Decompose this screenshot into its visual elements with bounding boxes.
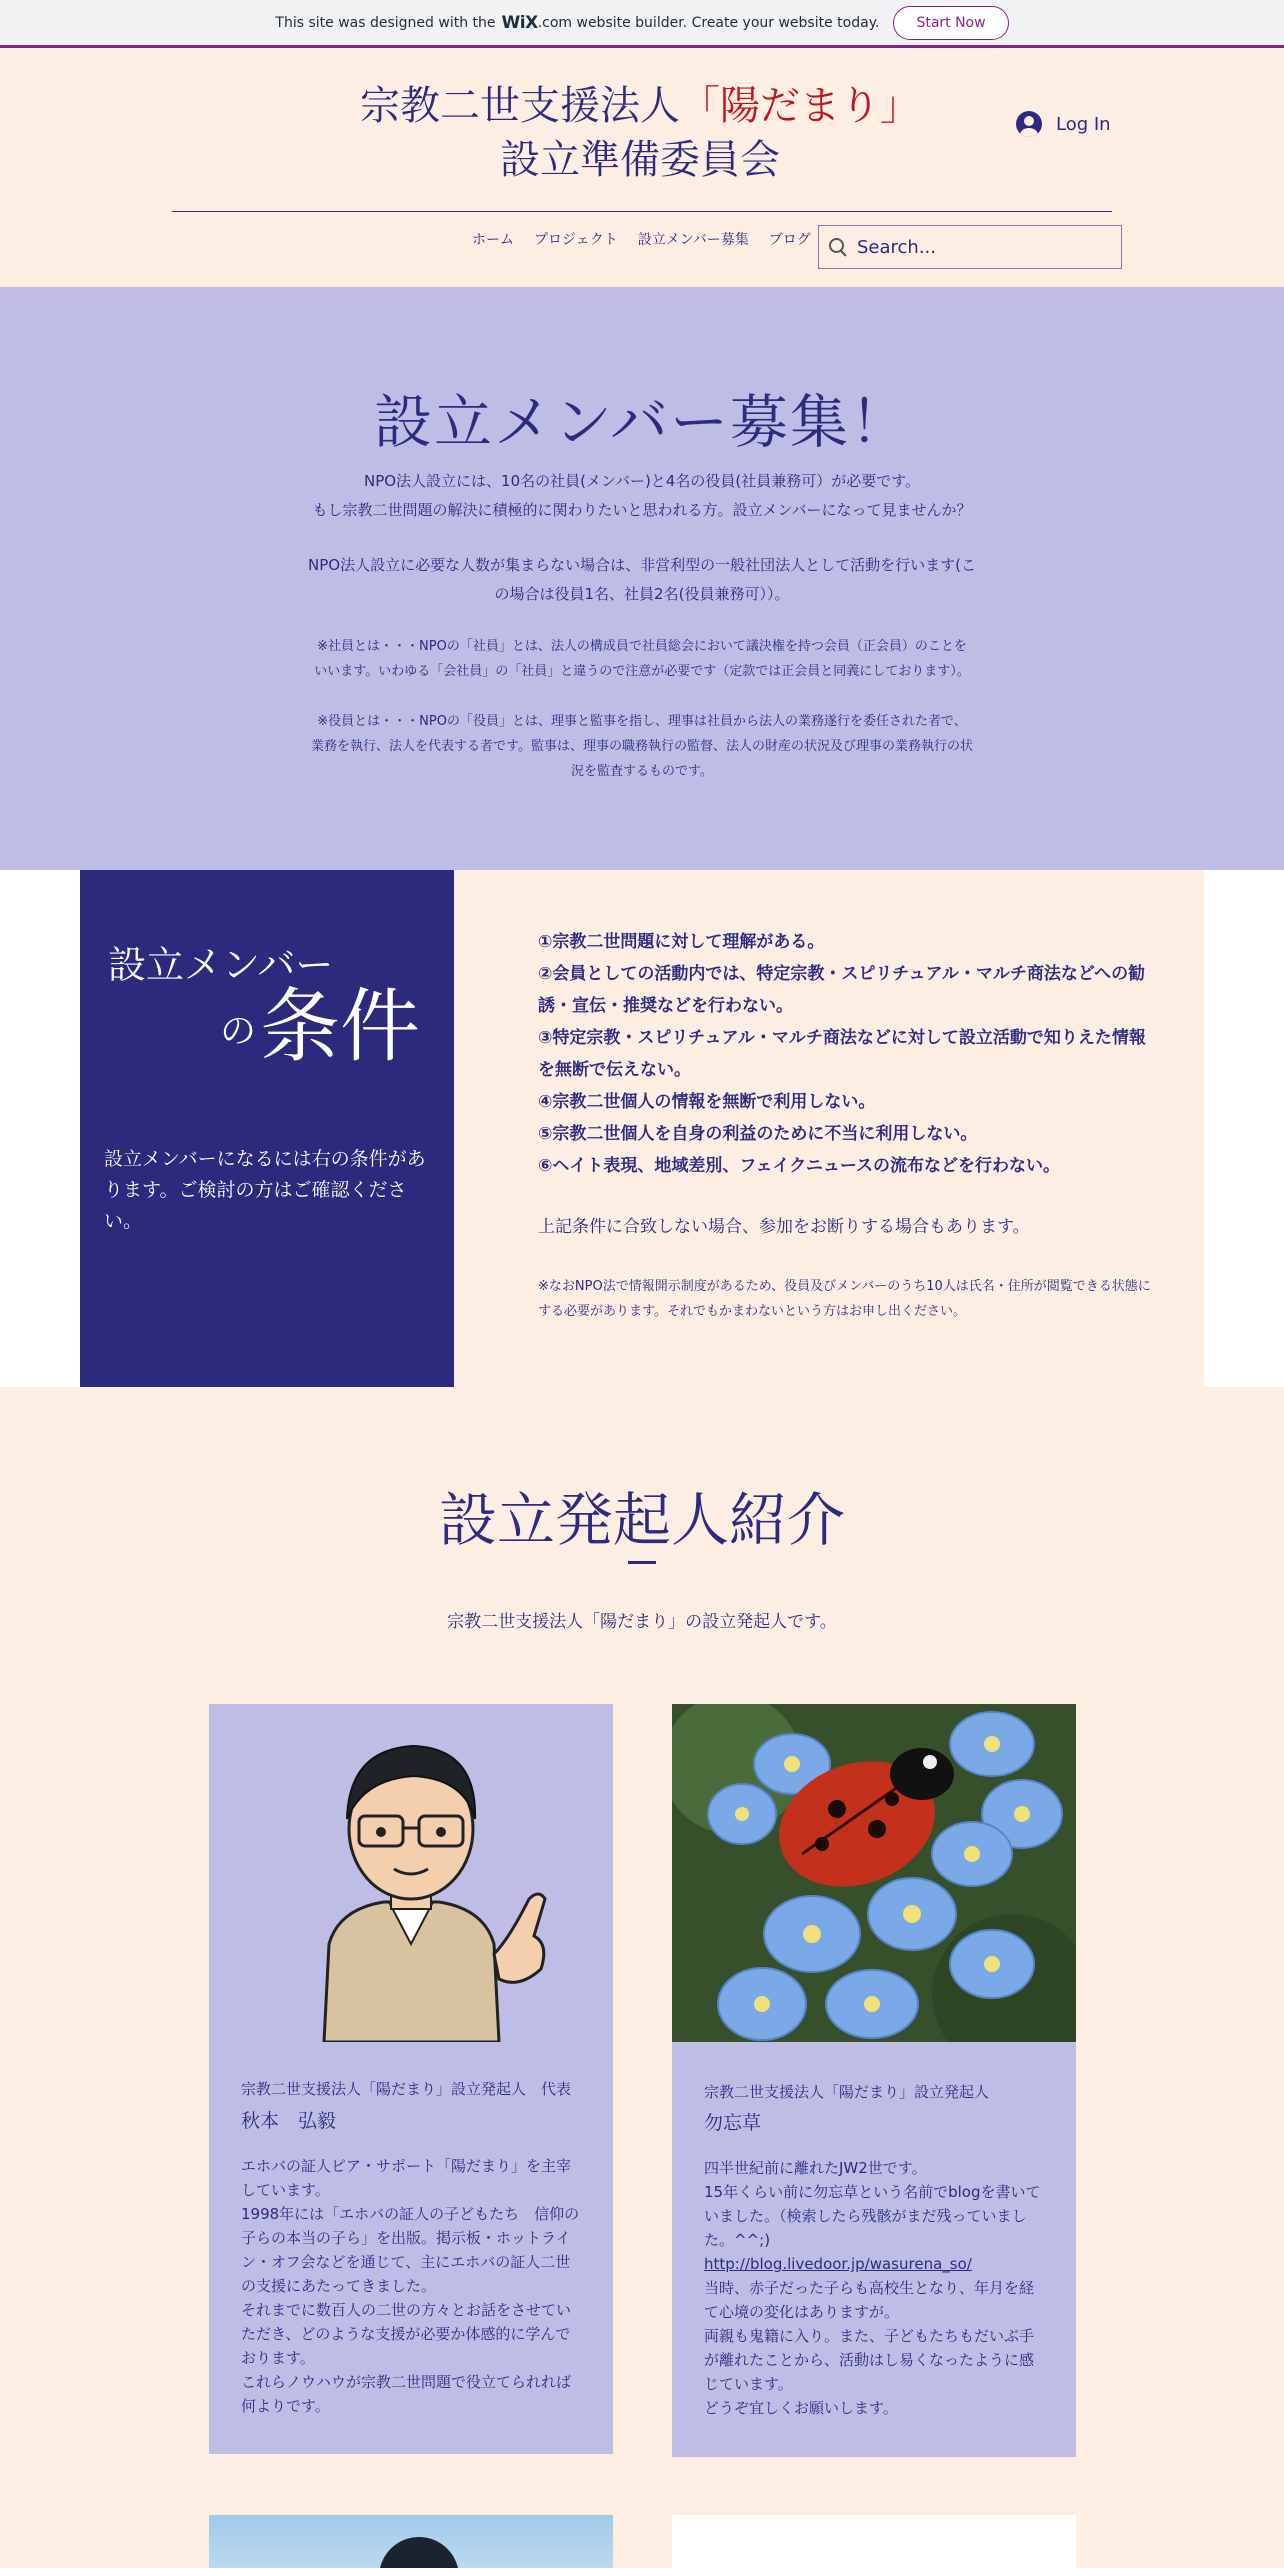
- login-label: Log In: [1056, 113, 1111, 135]
- recruit-section: [0, 287, 1284, 870]
- main-nav: [472, 229, 811, 249]
- search-input[interactable]: [857, 237, 1097, 258]
- founder-card-partial: [672, 2515, 1076, 2568]
- wix-banner-text-after: .com website builder. Create your website today.: [537, 14, 880, 31]
- bio-paragraph: それまでに数百人の二世の方々とお話をさせていただき、どのような支援が必要か体感的に学んでおります。: [241, 2301, 572, 2367]
- founder-card-partial: [209, 2515, 613, 2568]
- founder-name: 勿忘草: [704, 2112, 762, 2134]
- start-now-button[interactable]: Start Now: [893, 6, 1008, 40]
- condition-item: ②会員としての活動内では、特定宗教・スピリチュアル・マルチ商法などへの勧誘・宣伝・推奨などを行わない。: [538, 964, 1146, 1016]
- conditions-title-panel: [80, 870, 454, 1387]
- site-title[interactable]: [300, 79, 980, 187]
- bio-paragraph: 15年くらい前に勿忘草という名前でblogを書いていました。（検索したら残骸がまだ残っていました。^^;): [704, 2183, 1041, 2249]
- bio-paragraph: 四半世紀前に離れたJW2世です。: [704, 2159, 927, 2177]
- condition-item: ③特定宗教・スピリチュアル・マルチ商法などに対して設立活動で知りえた情報を無断で伝えない。: [538, 1028, 1146, 1080]
- bio-paragraph: 1998年には「エホバの証人の子どもたち 信仰の子らの本当の子ら」を出版。掲示板・ホットライン・オフ会などを通じて、主にエホバの証人二世の支援にあたってきました。: [241, 2205, 580, 2295]
- founder-photo: [672, 1704, 1076, 2042]
- wix-logo[interactable]: WiX: [501, 12, 538, 33]
- bio-paragraph: 当時、赤子だった子らも高校生となり、年月を経て心境の変化はありますが。: [704, 2279, 1035, 2321]
- founder-card: [672, 1704, 1076, 2457]
- founder-card: [209, 1704, 613, 2454]
- bio-paragraph: どうぞ宜しくお願いします。: [704, 2399, 898, 2417]
- recruit-p3-line1: ※社員とは・・・NPOの「社員」とは、法人の構成員で社員総会において議決権を持つ会員（正会員）のことを: [317, 639, 967, 654]
- recruit-p2-line2: の場合は役員1名、社員2名(役員兼務可））。: [494, 585, 790, 603]
- recruit-p4-line2: 業務を執行、法人を代表する者です。監事は、理事の職務執行の監督、法人の財産の状況及び理事の業務執行の状: [311, 739, 973, 754]
- recruit-p4-line3: 況を監査するものです。: [571, 764, 713, 779]
- recruit-paragraph-3: [280, 634, 1004, 684]
- search-box[interactable]: [818, 225, 1122, 269]
- nav-item-recruit[interactable]: 設立メンバー募集: [637, 232, 749, 248]
- site-title-accent: 「陽だまり」: [680, 83, 920, 129]
- nav-item-home[interactable]: ホーム: [472, 232, 514, 248]
- person-photo: [379, 2537, 459, 2568]
- blog-link[interactable]: http://blog.livedoor.jp/wasurena_so/: [704, 2255, 972, 2273]
- site-title-line2: 設立準備委員会: [500, 137, 780, 183]
- founders-section: [0, 1387, 1284, 2568]
- condition-item: ①宗教二世問題に対して理解がある。: [538, 932, 825, 952]
- bio-paragraph: 両親も鬼籍に入り。また、子どもたちもだいぶ手が離れたことから、活動はし易くなったように感じています。: [704, 2327, 1035, 2393]
- founder-bio: [704, 2156, 1044, 2420]
- recruit-heading: 設立メンバー募集！: [374, 388, 910, 456]
- recruit-paragraph-1: [280, 467, 1004, 525]
- condition-item: ⑤宗教二世個人を自身の利益のために不当に利用しない。: [538, 1124, 978, 1144]
- recruit-paragraph-4: [280, 709, 1004, 784]
- user-avatar-icon: [1016, 111, 1042, 137]
- nav-item-project[interactable]: プロジェクト: [534, 232, 618, 248]
- bio-paragraph: エホバの証人ピア・サポート「陽だまり」を主宰しています。: [241, 2157, 572, 2199]
- conditions-title-2-small: の: [220, 1011, 257, 1053]
- conditions-title-2-big: 条件: [260, 980, 421, 1073]
- wix-banner-text-before: This site was designed with the: [275, 14, 496, 31]
- site-title-main: 宗教二世支援法人: [360, 83, 680, 129]
- header-divider: [172, 211, 1112, 212]
- cartoon-man-image: [209, 1704, 613, 2042]
- founder-role: 宗教二世支援法人「陽だまり」設立発起人: [704, 2083, 990, 2101]
- founder-bio: [241, 2154, 581, 2418]
- founder-name: 秋本 弘毅: [241, 2110, 337, 2132]
- conditions-description: 設立メンバーになるには右の条件があります。ご検討の方はご確認ください。: [104, 1148, 426, 1232]
- site-header: [0, 51, 1284, 287]
- conditions-title-2: [220, 982, 420, 1077]
- founder-illustration: [209, 1704, 613, 2042]
- conditions-section: [0, 870, 1284, 1387]
- recruit-p4-line1: ※役員とは・・・NPOの「役員」とは、理事と監事を指し、理事は社員から法人の業務遂行を委任された者で、: [317, 714, 967, 729]
- login-button[interactable]: [1016, 111, 1111, 137]
- magnifier-icon: [829, 238, 847, 256]
- founders-lead: 宗教二世支援法人「陽だまり」の設立発起人です。: [447, 1612, 837, 1632]
- nav-item-blog[interactable]: ブログ: [768, 232, 811, 248]
- heading-underline: [628, 1561, 656, 1564]
- recruit-p1-line2: もし宗教二世問題の解決に積極的に関わりたいと思われる方。設立メンバーになって見ませんか？: [312, 501, 972, 519]
- conditions-note-2: ※なおNPO法で情報開示制度があるため、役員及びメンバーのうち10人は氏名・住所が閲覧できる状態にする必要があります。それでもかまわないという方はお申し出ください。: [538, 1279, 1151, 1319]
- recruit-paragraph-2: [280, 551, 1004, 609]
- condition-item: ⑥ヘイト表現、地域差別、フェイクニュースの流布などを行わない。: [538, 1156, 1061, 1176]
- conditions-note-1: 上記条件に合致しない場合、参加をお断りする場合もあります。: [538, 1217, 1030, 1237]
- recruit-p1-line1: NPO法人設立には、10名の社員(メンバー)と4名の役員(社員兼務可）が必要です。: [363, 472, 920, 490]
- bio-paragraph: これらノウハウが宗教二世問題で役立てられれば何よりです。: [241, 2373, 572, 2415]
- recruit-p3-line2: いいます。いわゆる「会社員」の「社員」と違うので注意が必要です（定款では正会員と同義にしております）。: [314, 664, 970, 679]
- founder-role: 宗教二世支援法人「陽だまり」設立発起人 代表: [241, 2080, 572, 2098]
- wix-banner: [0, 0, 1284, 48]
- ladybug-flower-image: [672, 1704, 1076, 2042]
- conditions-list: [538, 926, 1158, 1182]
- conditions-list-panel: [454, 870, 1204, 1387]
- founders-heading: 設立発起人紹介: [438, 1486, 845, 1554]
- conditions-title-1: 設立メンバー: [108, 943, 334, 987]
- condition-item: ④宗教二世個人の情報を無断で利用しない。: [538, 1092, 876, 1112]
- recruit-p2-line1: NPO法人設立に必要な人数が集まらない場合は、非営利型の一般社団法人として活動を行います(こ: [308, 556, 976, 574]
